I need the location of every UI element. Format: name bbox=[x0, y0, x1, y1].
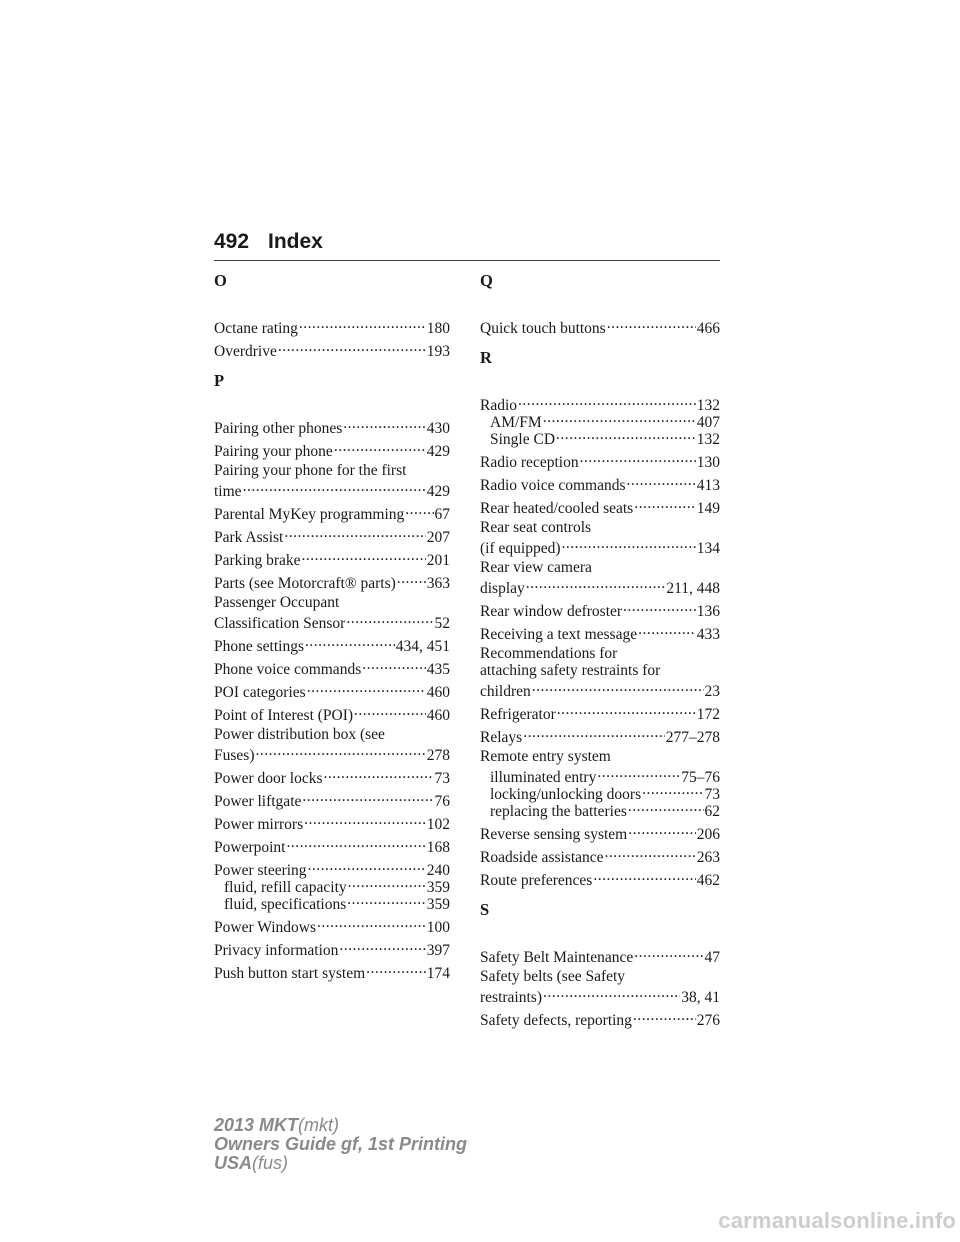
entry-text: Privacy information bbox=[214, 942, 339, 959]
page-reference: 434, 451 bbox=[395, 638, 450, 655]
index-entry bbox=[214, 548, 450, 569]
entry-text: Refrigerator bbox=[480, 706, 556, 723]
entry-text: fluid, refill capacity bbox=[224, 879, 347, 896]
dot-leader bbox=[366, 961, 426, 978]
dot-leader bbox=[347, 892, 426, 909]
entry-text: Radio voice commands bbox=[480, 477, 626, 494]
section-spacer bbox=[214, 984, 450, 992]
entry-text: Rear seat controls bbox=[480, 519, 592, 536]
dot-leader bbox=[593, 868, 695, 885]
page-reference: 277–278 bbox=[665, 729, 720, 746]
index-line bbox=[214, 680, 450, 701]
page-reference: 429 bbox=[426, 483, 450, 500]
dot-leader bbox=[307, 680, 426, 697]
entry-text: Rear window defroster bbox=[480, 603, 623, 620]
entry-text: Receiving a text message bbox=[480, 626, 638, 643]
index-entry bbox=[480, 559, 720, 597]
index-line bbox=[480, 496, 720, 517]
entry-text: replacing the batteries bbox=[490, 803, 627, 820]
index-entry bbox=[214, 961, 450, 982]
dot-leader bbox=[286, 835, 425, 852]
entry-text: Roadside assistance bbox=[480, 849, 604, 866]
entry-text: Parental MyKey programming bbox=[214, 506, 405, 523]
index-line bbox=[480, 599, 720, 620]
page-reference: 430 bbox=[426, 420, 450, 437]
entry-text: Power steering bbox=[214, 862, 307, 879]
entry-text: Overdrive bbox=[214, 343, 277, 360]
dot-leader bbox=[557, 702, 696, 719]
index-entry bbox=[214, 657, 450, 678]
index-entry bbox=[480, 845, 720, 866]
entry-text: AM/FM bbox=[490, 414, 542, 431]
entry-text: Relays bbox=[480, 729, 523, 746]
entry-text: Phone voice commands bbox=[214, 661, 362, 678]
page-reference: 278 bbox=[426, 747, 450, 764]
page-reference: 47 bbox=[704, 949, 720, 966]
entry-text: time bbox=[214, 483, 242, 500]
footer-line-3 bbox=[214, 1154, 467, 1173]
page-number: 492 bbox=[214, 230, 250, 253]
dot-leader bbox=[556, 427, 696, 444]
section-spacer bbox=[214, 362, 450, 370]
index-entry bbox=[480, 968, 720, 1006]
index-entry bbox=[214, 726, 450, 764]
dot-leader bbox=[561, 536, 695, 553]
index-line bbox=[214, 858, 450, 879]
dot-leader bbox=[628, 822, 696, 839]
page-reference: 276 bbox=[696, 1012, 720, 1029]
index-line bbox=[214, 525, 450, 546]
page-reference: 100 bbox=[426, 919, 450, 936]
page-reference: 76 bbox=[434, 793, 450, 810]
index-line bbox=[214, 439, 450, 460]
index-entry bbox=[480, 450, 720, 471]
page-reference: 193 bbox=[426, 343, 450, 360]
page-reference: 132 bbox=[696, 397, 720, 414]
page-reference: 168 bbox=[426, 839, 450, 856]
index-line bbox=[214, 634, 450, 655]
dot-leader bbox=[623, 599, 696, 616]
entry-text: Pairing your phone bbox=[214, 443, 333, 460]
dot-leader bbox=[304, 812, 426, 829]
page-reference: 38, 41 bbox=[681, 989, 720, 1006]
entry-text: locking/unlocking doors bbox=[490, 786, 642, 803]
dot-leader bbox=[324, 766, 434, 783]
entry-text: attaching safety restraints for bbox=[480, 662, 661, 679]
index-entry bbox=[214, 316, 450, 337]
dot-leader bbox=[638, 622, 696, 639]
entry-text: Push button start system bbox=[214, 965, 366, 982]
index-line bbox=[480, 725, 720, 746]
index-entry bbox=[480, 748, 720, 820]
entry-text: Classification Sensor bbox=[214, 615, 346, 632]
index-line bbox=[214, 812, 450, 833]
entry-text: Powerpoint bbox=[214, 839, 286, 856]
index-entry bbox=[480, 868, 720, 889]
footer bbox=[214, 1116, 467, 1173]
page-reference: 413 bbox=[696, 477, 720, 494]
index-entry bbox=[480, 622, 720, 643]
index-entry bbox=[214, 634, 450, 655]
index-line bbox=[480, 845, 720, 866]
index-line bbox=[480, 968, 720, 985]
index-entry bbox=[214, 339, 450, 360]
index-line bbox=[480, 576, 720, 597]
entry-text: Radio bbox=[480, 397, 518, 414]
dot-leader bbox=[317, 915, 426, 932]
page-reference: 207 bbox=[426, 529, 450, 546]
index-line bbox=[214, 416, 450, 437]
dot-leader bbox=[634, 945, 703, 962]
index-column-left bbox=[214, 270, 450, 992]
entry-text: Safety Belt Maintenance bbox=[480, 949, 634, 966]
entry-text: Parking brake bbox=[214, 552, 301, 569]
page-reference: 435 bbox=[426, 661, 450, 678]
entry-text: Rear heated/cooled seats bbox=[480, 500, 634, 517]
index-line bbox=[480, 1008, 720, 1029]
section-letter: P bbox=[214, 371, 225, 390]
index-line bbox=[214, 462, 450, 479]
index-entry bbox=[480, 725, 720, 746]
index-entry bbox=[214, 680, 450, 701]
index-line bbox=[480, 702, 720, 723]
section-letter: O bbox=[214, 271, 227, 290]
index-entry bbox=[214, 525, 450, 546]
index-subentry bbox=[480, 765, 720, 786]
page-reference: 130 bbox=[696, 454, 720, 471]
page-reference: 462 bbox=[696, 872, 720, 889]
page-reference: 75–76 bbox=[681, 769, 720, 786]
footer-market-code: (fus) bbox=[252, 1153, 289, 1173]
index-entry bbox=[214, 789, 450, 810]
index-line bbox=[480, 945, 720, 966]
page-reference: 172 bbox=[696, 706, 720, 723]
entry-text: Phone settings bbox=[214, 638, 304, 655]
page-reference: 132 bbox=[696, 431, 720, 448]
page-reference: 460 bbox=[426, 707, 450, 724]
index-line bbox=[480, 868, 720, 889]
dot-leader bbox=[346, 611, 433, 628]
entry-text: Pairing your phone for the first bbox=[214, 462, 407, 479]
page-reference: 211, 448 bbox=[666, 580, 720, 597]
index-column-right bbox=[480, 270, 720, 1039]
entry-text: Safety defects, reporting bbox=[480, 1012, 632, 1029]
index-line bbox=[214, 743, 450, 764]
entry-text: Point of Interest (POI) bbox=[214, 707, 354, 724]
entry-text: fluid, specifications bbox=[224, 896, 347, 913]
index-entry bbox=[214, 812, 450, 833]
index-entry bbox=[480, 519, 720, 557]
entry-text: Single CD bbox=[490, 431, 556, 448]
index-line bbox=[480, 316, 720, 337]
dot-leader bbox=[543, 985, 680, 1002]
index-entry bbox=[480, 1008, 720, 1029]
index-entry bbox=[480, 473, 720, 494]
dot-leader bbox=[343, 416, 425, 433]
page-reference: 62 bbox=[704, 803, 720, 820]
index-entry bbox=[214, 938, 450, 959]
page-reference: 134 bbox=[696, 540, 720, 557]
index-entry bbox=[480, 822, 720, 843]
index-line bbox=[214, 961, 450, 982]
index-line bbox=[214, 938, 450, 959]
page-reference: 23 bbox=[704, 683, 720, 700]
page-reference: 397 bbox=[426, 942, 450, 959]
page-title: Index bbox=[268, 230, 323, 253]
entry-text: Recommendations for bbox=[480, 645, 618, 662]
page-reference: 73 bbox=[434, 770, 450, 787]
watermark: carmanualsonline.info bbox=[718, 1208, 956, 1233]
index-entry bbox=[214, 462, 450, 500]
entry-text: Park Assist bbox=[214, 529, 284, 546]
index-entry bbox=[214, 915, 450, 936]
index-entry bbox=[480, 645, 720, 700]
index-entry bbox=[214, 416, 450, 437]
index-entry bbox=[214, 439, 450, 460]
section-letter: R bbox=[480, 348, 492, 367]
index-line bbox=[480, 662, 720, 679]
dot-leader bbox=[397, 571, 426, 588]
index-entry bbox=[480, 599, 720, 620]
page-reference: 363 bbox=[426, 575, 450, 592]
dot-leader bbox=[334, 439, 426, 456]
entry-text: Quick touch buttons bbox=[480, 320, 606, 337]
page-reference: 67 bbox=[434, 506, 450, 523]
index-entry bbox=[214, 594, 450, 632]
section-letter: S bbox=[480, 900, 490, 919]
page-reference: 359 bbox=[426, 896, 450, 913]
entry-text: Pairing other phones bbox=[214, 420, 343, 437]
index-entry bbox=[214, 858, 450, 913]
dot-leader bbox=[305, 634, 395, 651]
index-line bbox=[214, 571, 450, 592]
entry-text: Radio reception bbox=[480, 454, 579, 471]
page-reference: 433 bbox=[696, 626, 720, 643]
index-line bbox=[214, 594, 450, 611]
index-entry bbox=[214, 571, 450, 592]
dot-leader bbox=[405, 502, 433, 519]
page-reference: 460 bbox=[426, 684, 450, 701]
index-line bbox=[480, 519, 720, 536]
entry-text: Passenger Occupant bbox=[214, 594, 340, 611]
entry-text: Power Windows bbox=[214, 919, 316, 936]
page-reference: 52 bbox=[434, 615, 450, 632]
index-line bbox=[214, 339, 450, 360]
index-line bbox=[214, 316, 450, 337]
entry-text: Power door locks bbox=[214, 770, 323, 787]
entry-text: Octane rating bbox=[214, 320, 298, 337]
footer-line-2: Owners Guide gf, 1st Printing bbox=[214, 1134, 468, 1154]
dot-leader bbox=[243, 479, 426, 496]
index-line bbox=[480, 679, 720, 700]
dot-leader bbox=[518, 393, 696, 410]
dot-leader bbox=[354, 703, 426, 720]
entry-text: Reverse sensing system bbox=[480, 826, 628, 843]
section-spacer bbox=[480, 339, 720, 347]
index-line bbox=[214, 657, 450, 678]
index-line bbox=[214, 835, 450, 856]
page-reference: 429 bbox=[426, 443, 450, 460]
entry-text: restraints) bbox=[480, 989, 542, 1006]
entry-text: Rear view camera bbox=[480, 559, 592, 576]
dot-leader bbox=[302, 548, 426, 565]
page-reference: 201 bbox=[426, 552, 450, 569]
page-reference: 180 bbox=[426, 320, 450, 337]
dot-leader bbox=[348, 875, 426, 892]
entry-text: Safety belts (see Safety bbox=[480, 968, 626, 985]
index-line bbox=[214, 502, 450, 523]
index-line bbox=[480, 622, 720, 643]
index-line bbox=[214, 611, 450, 632]
dot-leader bbox=[278, 339, 426, 356]
index-entry bbox=[214, 766, 450, 787]
entry-text: illuminated entry bbox=[490, 769, 597, 786]
dot-leader bbox=[255, 743, 425, 760]
index-line bbox=[480, 450, 720, 471]
index-line bbox=[480, 748, 720, 765]
entry-text: POI categories bbox=[214, 684, 306, 701]
dot-leader bbox=[362, 657, 426, 674]
entry-text: Parts (see Motorcraft® parts) bbox=[214, 575, 396, 592]
index-entry bbox=[480, 316, 720, 337]
index-line bbox=[480, 822, 720, 843]
dot-leader bbox=[299, 316, 426, 333]
dot-leader bbox=[642, 782, 703, 799]
page-reference: 407 bbox=[696, 414, 720, 431]
dot-leader bbox=[634, 496, 696, 513]
page-reference: 102 bbox=[426, 816, 450, 833]
section-spacer bbox=[480, 1031, 720, 1039]
index-line bbox=[480, 536, 720, 557]
index-line bbox=[480, 473, 720, 494]
index-entry bbox=[214, 502, 450, 523]
page-reference: 73 bbox=[704, 786, 720, 803]
footer-line-1 bbox=[214, 1116, 467, 1135]
entry-text: Power distribution box (see bbox=[214, 726, 385, 743]
index-entry bbox=[214, 835, 450, 856]
index-line bbox=[480, 985, 720, 1006]
dot-leader bbox=[532, 679, 704, 696]
page-reference: 149 bbox=[696, 500, 720, 517]
index-line bbox=[480, 559, 720, 576]
dot-leader bbox=[607, 316, 696, 333]
index-line bbox=[480, 645, 720, 662]
index-line bbox=[214, 726, 450, 743]
dot-leader bbox=[526, 576, 666, 593]
index-line bbox=[214, 915, 450, 936]
footer-model: 2013 MKT bbox=[214, 1115, 299, 1135]
dot-leader bbox=[597, 765, 680, 782]
footer-market: USA bbox=[214, 1153, 253, 1173]
dot-leader bbox=[523, 725, 665, 742]
page-reference: 466 bbox=[696, 320, 720, 337]
section-letter: Q bbox=[480, 271, 493, 290]
page-reference: 240 bbox=[426, 862, 450, 879]
dot-leader bbox=[308, 858, 426, 875]
entry-text: Fuses) bbox=[214, 747, 255, 764]
entry-text: Remote entry system bbox=[480, 748, 611, 765]
page-reference: 263 bbox=[696, 849, 720, 866]
index-entry bbox=[214, 703, 450, 724]
entry-text: Power mirrors bbox=[214, 816, 304, 833]
index-line bbox=[214, 703, 450, 724]
dot-leader bbox=[580, 450, 696, 467]
entry-text: children bbox=[480, 683, 531, 700]
page-reference: 206 bbox=[696, 826, 720, 843]
dot-leader bbox=[605, 845, 696, 862]
index-entry bbox=[480, 702, 720, 723]
index-line bbox=[214, 548, 450, 569]
index-line bbox=[480, 393, 720, 414]
dot-leader bbox=[302, 789, 433, 806]
section-spacer bbox=[480, 891, 720, 899]
index-line bbox=[214, 766, 450, 787]
dot-leader bbox=[633, 1008, 696, 1025]
index-line bbox=[214, 789, 450, 810]
dot-leader bbox=[284, 525, 425, 542]
entry-text: Power liftgate bbox=[214, 793, 302, 810]
index-entry bbox=[480, 393, 720, 448]
index-line bbox=[214, 479, 450, 500]
dot-leader bbox=[543, 410, 696, 427]
page-reference: 174 bbox=[426, 965, 450, 982]
page-reference: 359 bbox=[426, 879, 450, 896]
index-entry bbox=[480, 496, 720, 517]
header-rule bbox=[214, 260, 720, 261]
page-reference: 136 bbox=[696, 603, 720, 620]
entry-text: Route preferences bbox=[480, 872, 593, 889]
entry-text: display bbox=[480, 580, 525, 597]
entry-text: (if equipped) bbox=[480, 540, 561, 557]
dot-leader bbox=[339, 938, 425, 955]
footer-model-code: (mkt) bbox=[298, 1115, 340, 1135]
index-entry bbox=[480, 945, 720, 966]
dot-leader bbox=[627, 473, 696, 490]
dot-leader bbox=[628, 799, 704, 816]
